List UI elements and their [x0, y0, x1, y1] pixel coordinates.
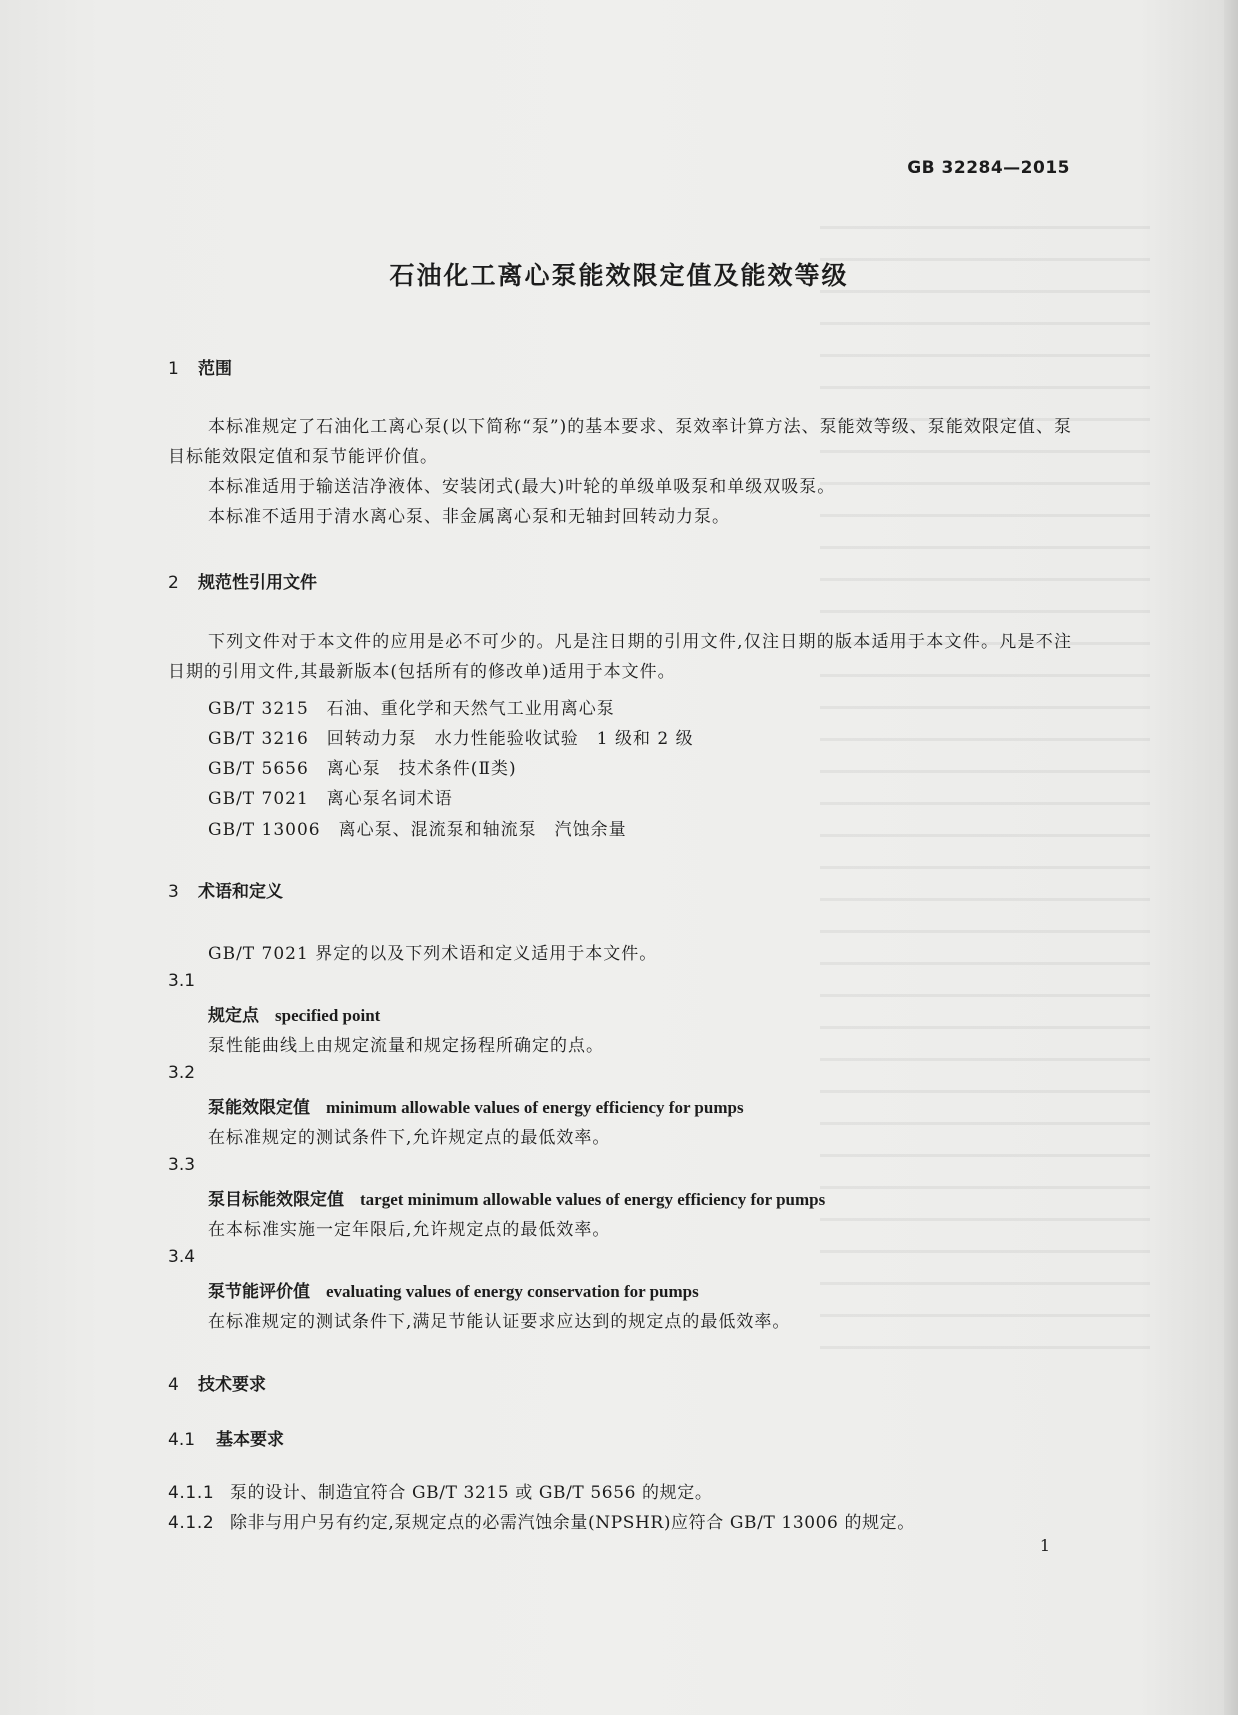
reference-item: GB/T 5656 离心泵 技术条件(Ⅱ类): [208, 759, 517, 779]
clause-number: 4.1.1: [168, 1483, 215, 1503]
standard-code: GB 32284—2015: [907, 158, 1070, 178]
section-1-paragraph-3: 本标准不适用于清水离心泵、非金属离心泵和无轴封回转动力泵。: [208, 507, 730, 527]
term-heading: [208, 1185, 825, 1210]
section-2-intro: 下列文件对于本文件的应用是必不可少的。凡是注日期的引用文件,仅注日期的版本适用于本文件。凡是不注日期的引用文件,其最新版本(包括所有的修改单)适用于本文件。: [168, 632, 1072, 682]
subsection-number: 4.1: [168, 1430, 196, 1450]
section-1-paragraph-1: 本标准规定了石油化工离心泵(以下简称“泵”)的基本要求、泵效率计算方法、泵能效等级、泵能效限定值、泵目标能效限定值和泵节能评价值。: [168, 417, 1072, 467]
subsection-4-1-heading: [168, 1425, 284, 1450]
section-3-heading: [168, 877, 283, 902]
term-number: 3.4: [168, 1247, 196, 1267]
term-en: specified point: [275, 1006, 381, 1025]
term-definition: 泵性能曲线上由规定流量和规定扬程所确定的点。: [208, 1036, 604, 1056]
section-title: 规范性引用文件: [198, 573, 317, 593]
subsection-title: 基本要求: [216, 1430, 284, 1450]
term-en: evaluating values of energy conservation for pumps: [326, 1282, 699, 1301]
section-number: 1: [168, 359, 179, 379]
term-heading: [208, 1277, 699, 1302]
term-definition: 在标准规定的测试条件下,满足节能认证要求应达到的规定点的最低效率。: [208, 1312, 791, 1332]
reference-item: GB/T 7021 离心泵名词术语: [208, 789, 453, 809]
section-1-heading: [168, 354, 232, 379]
term-number: 3.1: [168, 971, 196, 991]
reference-item: GB/T 3216 回转动力泵 水力性能验收试验 1 级和 2 级: [208, 729, 694, 749]
section-3-intro: GB/T 7021 界定的以及下列术语和定义适用于本文件。: [208, 944, 658, 964]
clause-item: [168, 1508, 915, 1533]
term-number: 3.2: [168, 1063, 196, 1083]
show-through-texture: [820, 200, 1150, 1350]
term-zh: 泵节能评价值: [208, 1282, 310, 1302]
term-number: 3.3: [168, 1155, 196, 1175]
section-title: 技术要求: [198, 1375, 266, 1395]
term-en: target minimum allowable values of energy efficiency for pumps: [360, 1190, 826, 1209]
section-2-heading: [168, 568, 317, 593]
term-definition: 在标准规定的测试条件下,允许规定点的最低效率。: [208, 1128, 611, 1148]
section-number: 2: [168, 573, 179, 593]
section-title: 术语和定义: [198, 882, 283, 902]
section-title: 范围: [198, 359, 232, 379]
reference-item: GB/T 3215 石油、重化学和天然气工业用离心泵: [208, 699, 615, 719]
clause-item: [168, 1478, 712, 1503]
term-heading: [208, 1093, 744, 1118]
term-zh: 规定点: [208, 1006, 259, 1026]
reference-item: GB/T 13006 离心泵、混流泵和轴流泵 汽蚀余量: [208, 820, 627, 840]
page-number: 1: [1039, 1536, 1050, 1555]
clause-text: 泵的设计、制造宜符合 GB/T 3215 或 GB/T 5656 的规定。: [230, 1483, 713, 1503]
document-title: 石油化工离心泵能效限定值及能效等级: [389, 261, 849, 290]
clause-number: 4.1.2: [168, 1513, 215, 1533]
term-zh: 泵目标能效限定值: [208, 1190, 344, 1210]
clause-text: 除非与用户另有约定,泵规定点的必需汽蚀余量(NPSHR)应符合 GB/T 13006 的规定。: [230, 1513, 915, 1533]
section-1-paragraph-2: 本标准适用于输送洁净液体、安装闭式(最大)叶轮的单级单吸泵和单级双吸泵。: [208, 477, 836, 497]
term-definition: 在本标准实施一定年限后,允许规定点的最低效率。: [208, 1220, 611, 1240]
term-heading: [208, 1001, 380, 1026]
term-zh: 泵能效限定值: [208, 1098, 310, 1118]
section-number: 3: [168, 882, 179, 902]
term-en: minimum allowable values of energy efficiency for pumps: [326, 1098, 744, 1117]
section-number: 4: [168, 1375, 179, 1395]
section-4-heading: [168, 1370, 266, 1395]
